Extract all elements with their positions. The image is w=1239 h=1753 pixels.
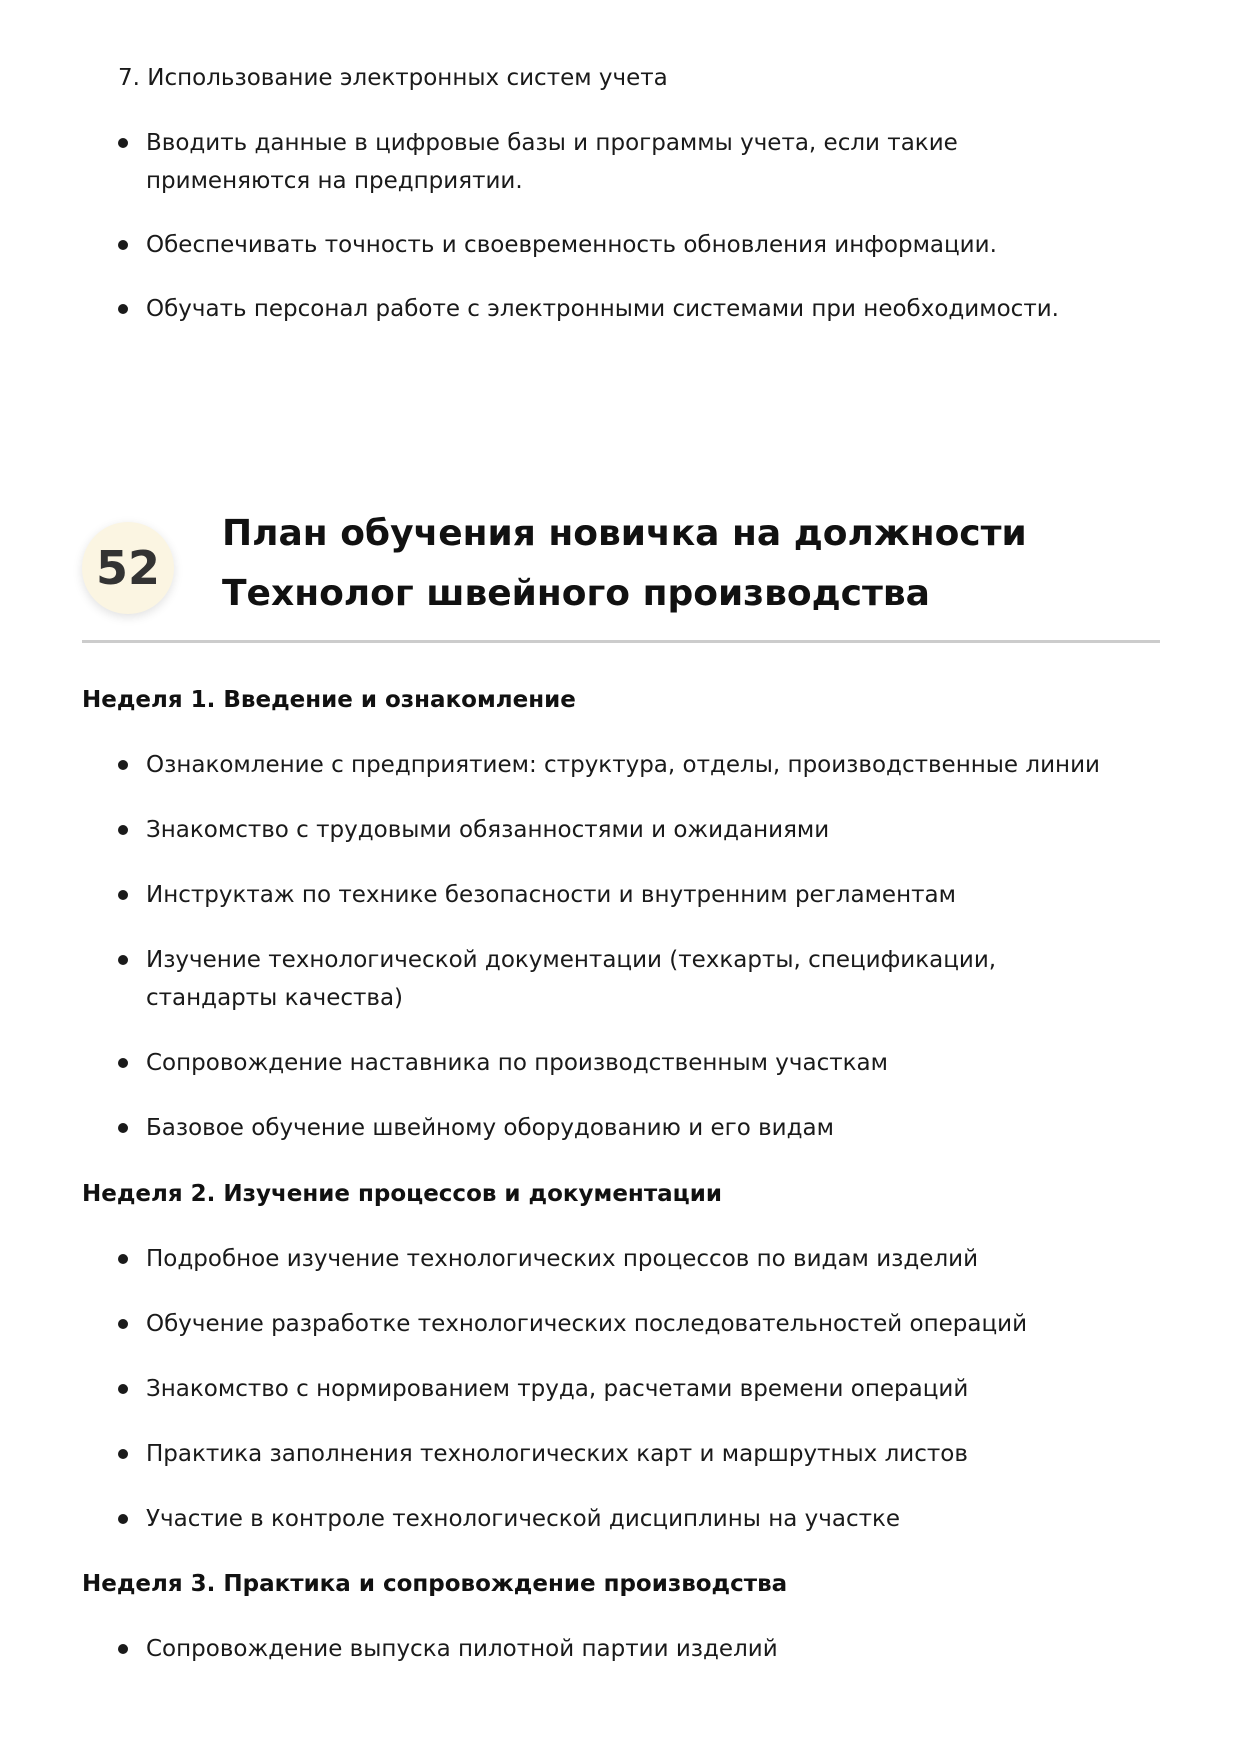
bullet-dot-icon: [118, 1254, 128, 1264]
list-item-text: Изучение технологической документации (техкарты, спецификации, стандарты качества): [146, 947, 997, 1011]
week-heading: Неделя 2. Изучение процессов и документации: [82, 1181, 722, 1207]
list-item: [0, 1500, 1126, 1538]
bullet-dot-icon: [118, 890, 128, 900]
bullet-dot-icon: [118, 955, 128, 965]
bullet-dot-icon: [118, 138, 128, 148]
week-heading: Неделя 3. Практика и сопровождение производства: [82, 1571, 788, 1597]
bullet-dot-icon: [118, 1123, 128, 1133]
numbered-item-heading: 7. Использование электронных систем учета: [118, 65, 668, 91]
bullet-dot-icon: [118, 1514, 128, 1524]
list-item-text: Инструктаж по технике безопасности и внутренним регламентам: [146, 882, 956, 908]
list-item: [0, 290, 1126, 328]
list-item-text: Базовое обучение швейному оборудованию и его видам: [146, 1115, 834, 1141]
list-item-text: Обучать персонал работе с электронными системами при необходимости.: [146, 296, 1059, 322]
week-1-list: [0, 746, 1126, 1174]
list-item-text: Сопровождение выпуска пилотной партии изделий: [146, 1636, 778, 1662]
list-item: [0, 746, 1126, 784]
list-item-text: Участие в контроле технологической дисциплины на участке: [146, 1506, 901, 1532]
list-item-text: Обеспечивать точность и своевременность обновления информации.: [146, 232, 997, 258]
list-item-text: Вводить данные в цифровые базы и программы учета, если такие применяются на предприятии.: [146, 130, 958, 194]
list-item-text: Сопровождение наставника по производственным участкам: [146, 1050, 888, 1076]
list-item-text: Знакомство с трудовыми обязанностями и ожиданиями: [146, 817, 830, 843]
week-2-list: [0, 1240, 1126, 1565]
list-item: [0, 226, 1126, 264]
list-item-text: Знакомство с нормированием труда, расчетами времени операций: [146, 1376, 969, 1402]
week-heading: Неделя 1. Введение и ознакомление: [82, 687, 576, 713]
bullet-dot-icon: [118, 825, 128, 835]
list-item: [0, 941, 1126, 1017]
bullet-dot-icon: [118, 240, 128, 250]
list-item: [0, 1370, 1126, 1408]
top-bullet-list: [0, 124, 1126, 354]
list-item: [0, 876, 1126, 914]
week-3-list: [0, 1630, 1126, 1695]
list-item: [0, 1109, 1126, 1147]
bullet-dot-icon: [118, 304, 128, 314]
list-item-text: Практика заполнения технологических карт и маршрутных листов: [146, 1441, 968, 1467]
bullet-dot-icon: [118, 1384, 128, 1394]
list-item-text: Обучение разработке технологических последовательностей операций: [146, 1311, 1028, 1337]
list-item-text: Ознакомление с предприятием: структура, отделы, производственные линии: [146, 752, 1100, 778]
list-item: [0, 124, 1126, 200]
bullet-dot-icon: [118, 1449, 128, 1459]
list-item: [0, 1630, 1126, 1668]
section-title: План обучения новичка на должности Технолог швейного производства: [222, 513, 1027, 614]
list-item: [0, 1305, 1126, 1343]
bullet-dot-icon: [118, 1644, 128, 1654]
bullet-dot-icon: [118, 1058, 128, 1068]
list-item: [0, 1435, 1126, 1473]
bullet-dot-icon: [118, 1319, 128, 1329]
list-item-text: Подробное изучение технологических процессов по видам изделий: [146, 1246, 979, 1272]
section-header: [82, 504, 1160, 643]
section-number-badge: 52: [82, 522, 174, 614]
bullet-dot-icon: [118, 760, 128, 770]
list-item: [0, 1044, 1126, 1082]
list-item: [0, 1240, 1126, 1278]
list-item: [0, 811, 1126, 849]
